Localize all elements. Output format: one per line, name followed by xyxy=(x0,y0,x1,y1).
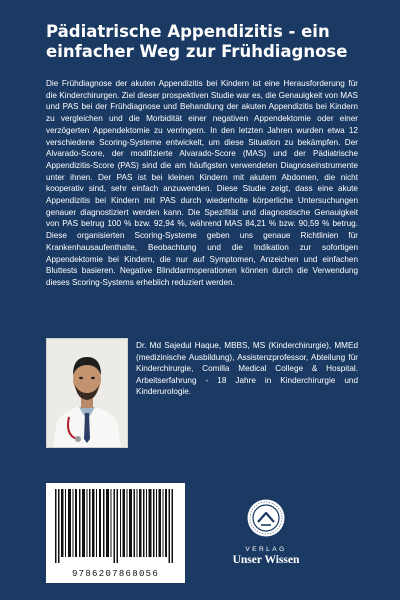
author-portrait xyxy=(46,338,128,448)
publisher-block xyxy=(224,498,308,566)
book-title xyxy=(46,22,366,62)
barcode-bars xyxy=(55,489,176,563)
publisher-logo-icon xyxy=(246,498,286,538)
book-title-line-2: einfacher Weg zur Frühdiagnose xyxy=(46,42,348,61)
publisher-name: Unser Wissen xyxy=(232,554,300,566)
author-bio: Dr. Md Sajedul Haque, MBBS, MS (Kinderchirurgie), MMEd (medizinische Ausbildung), Assistenzprofessor, Abteilung für Kinderchirurgie, Comilla Medical College & Hospital. Arbeitserfahrung - 18 Jahre in Kinderchirurgie und Kinderurologie. xyxy=(136,341,358,397)
isbn-barcode xyxy=(46,483,185,583)
abstract-text: Die Frühdiagnose der akuten Appendizitis bei Kindern ist eine Herausforderung für die Kinderchirurgen. Ziel dieser prospektiven Studie war es, die Genauigkeit von MAS und PAS bei der Frühdiagnose und Behandlung der akuten Appendizitis bei Kindern zu vergleichen und die Morbidität einer negativen Appendektomie oder einer verzögerten Appendektomie zu verringern. In den letzten Jahren wurden etwa 12 verschiedene Scoring-Systeme entwickelt, um diese Situation zu bekämpfen. Der Alvarado-Score, der modifizierte Alvarado-Score (MAS) und der Pädiatrische Appendizitis-Score (PAS) sind die am häufigsten verwendeten Diagnoseinstrumente unter ihnen. Der PAS ist bei kleinen Kindern mit akutem Abdomen, die nicht kooperativ sind, sehr einfach anzuwenden. Diese Studie zeigt, dass eine akute Appendizitis bei Kindern mit PAS durch wiederholte körperliche Untersuchungen genauer diagnostiziert werden kann. Die Spezifität und diagnostische Genauigkeit von PAS betrug 100 % bzw. 92,94 %, während MAS 84,21 % bzw. 90,59 % betrug. Diese organisierten Scoring-Systeme geben uns genaue Richtlinien für Krankenhausaufenthalte, Beobachtung und die Indikation zur sofortigen Appendektomie bei Kindern, die nur auf Symptomen, Anzeichen und einfachen Bluttests basieren. Negative Blinddarmoperationen können durch die Verwendung dieses Scoring-Systems erheblich reduziert werden. xyxy=(46,79,358,287)
book-title-line-1: Pädiatrische Appendizitis - ein xyxy=(46,22,330,41)
isbn-number: 9786207868056 xyxy=(71,569,160,579)
publisher-verlag-label: VERLAG xyxy=(245,546,287,553)
author-portrait-icon xyxy=(47,339,127,447)
